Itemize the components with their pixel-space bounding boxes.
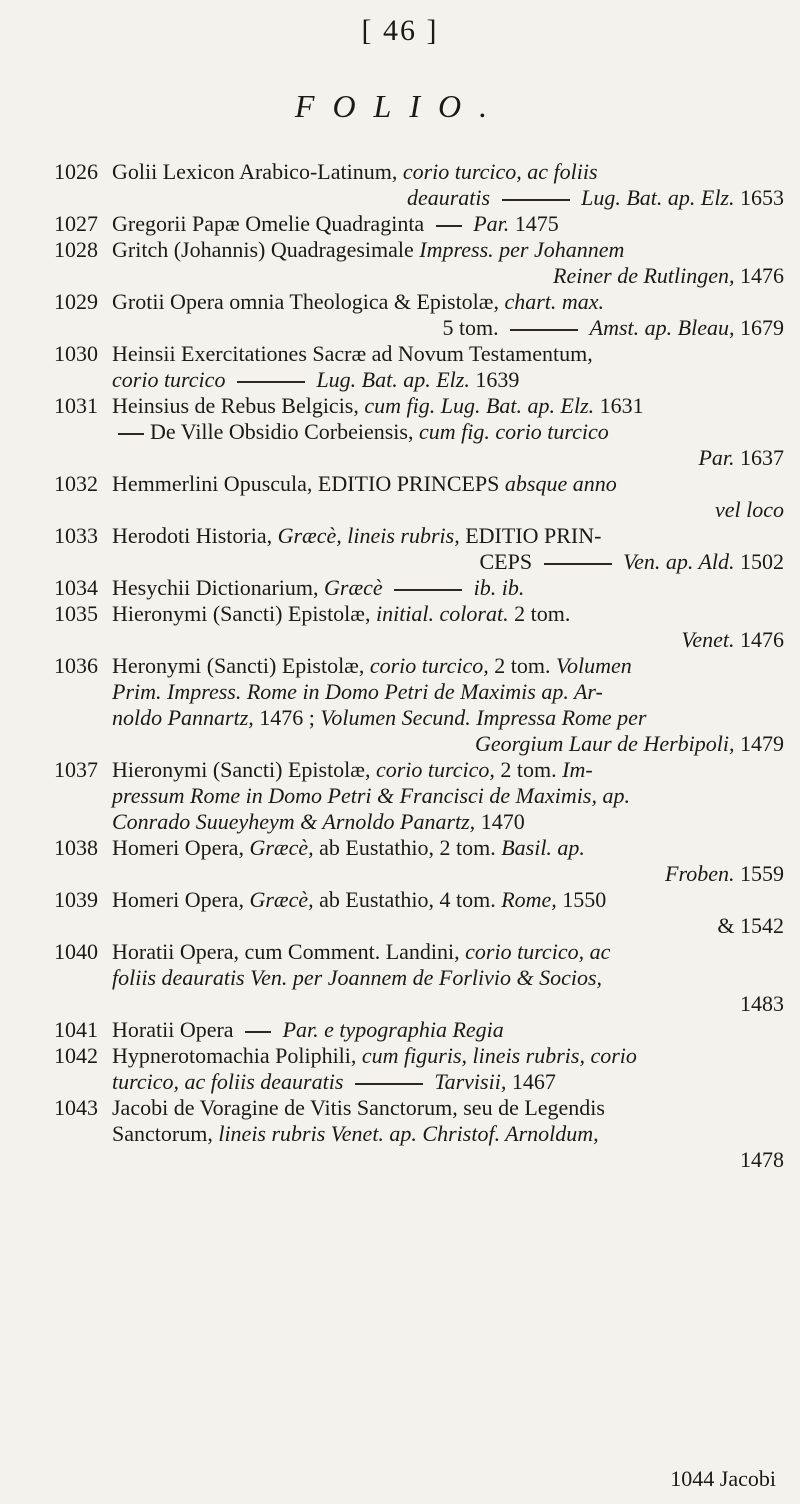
entry-number: 1043 [54, 1095, 98, 1120]
entry-number: 1032 [54, 471, 98, 496]
catalog-entry [54, 341, 784, 393]
dash-rule [394, 589, 462, 591]
entry-line: Hypnerotomachia Poliphili, cum figuris, lineis rubris, corio [112, 1043, 637, 1068]
entry-line: Hieronymi (Sancti) Epistolæ, initial. colorat. 2 tom. [112, 601, 571, 626]
entry-number: 1030 [54, 341, 98, 366]
entry-line: pressum Rome in Domo Petri & Francisci de Maximis, ap. [112, 783, 630, 808]
entry-line: Par. 1637 [698, 445, 784, 470]
catalog-entry [54, 835, 784, 887]
entry-line: 1483 [740, 991, 784, 1016]
entry-line: CEPS Ven. ap. Ald. 1502 [479, 549, 784, 574]
entry-number: 1028 [54, 237, 98, 262]
entry-number: 1036 [54, 653, 98, 678]
catalog-entry [54, 653, 784, 757]
catchword: 1044 Jacobi [670, 1466, 776, 1491]
entry-line: Homeri Opera, Græcè, ab Eustathio, 4 tom. Rome, 1550 [112, 887, 607, 912]
entry-number: 1040 [54, 939, 98, 964]
entry-line: Reiner de Rutlingen, 1476 [553, 263, 784, 288]
entry-line: Heinsii Exercitationes Sacræ ad Novum Testamentum, [112, 341, 593, 366]
entry-line: Sanctorum, lineis rubris Venet. ap. Christof. Arnoldum, [112, 1121, 599, 1146]
entry-line: De Ville Obsidio Corbeiensis, cum fig. corio turcico [112, 419, 784, 445]
catalog-entry [54, 393, 784, 471]
entry-line: noldo Pannartz, 1476 ; Volumen Secund. Impressa Rome per [112, 705, 647, 730]
entry-line: 1478 [740, 1147, 784, 1172]
entry-line: deauratis Lug. Bat. ap. Elz. 1653 [406, 185, 784, 210]
entry-line: Conrado Suueyheym & Arnoldo Panartz, 1470 [112, 809, 525, 834]
entry-number: 1029 [54, 289, 98, 314]
dash-rule [355, 1083, 423, 1085]
entry-line: Prim. Impress. Rome in Domo Petri de Maximis ap. Ar- [112, 679, 603, 704]
entry-number: 1041 [54, 1017, 98, 1042]
entry-line: Gregorii Papæ Omelie Quadraginta Par. 1475 [112, 211, 559, 236]
catalog-list [54, 159, 784, 1173]
entry-line: foliis deauratis Ven. per Joannem de Forlivio & Socios, [112, 965, 603, 990]
dash-rule [245, 1031, 271, 1033]
catalog-entry [54, 757, 784, 835]
entry-number: 1038 [54, 835, 98, 860]
entry-line: Gritch (Johannis) Quadragesimale Impress. per Johannem [112, 237, 625, 262]
entry-number: 1042 [54, 1043, 98, 1068]
entry-number: 1026 [54, 159, 98, 184]
entry-number: 1033 [54, 523, 98, 548]
entry-line: Hemmerlini Opuscula, EDITIO PRINCEPS absque anno [112, 471, 617, 496]
entry-line: Heronymi (Sancti) Epistolæ, corio turcico, 2 tom. Volumen [112, 653, 632, 678]
entry-number: 1039 [54, 887, 98, 912]
catalog-entry [54, 1043, 784, 1095]
entry-number: 1035 [54, 601, 98, 626]
catalog-entry [54, 601, 784, 653]
entry-line: Homeri Opera, Græcè, ab Eustathio, 2 tom. Basil. ap. [112, 835, 585, 860]
section-title: FOLIO. [294, 88, 506, 124]
entry-line: Horatii Opera, cum Comment. Landini, corio turcico, ac [112, 939, 611, 964]
dash-rule [544, 563, 612, 565]
catalog-entry [54, 575, 784, 601]
entry-line: Hesychii Dictionarium, Græcè ib. ib. [112, 575, 525, 600]
entry-line: Jacobi de Voragine de Vitis Sanctorum, seu de Legendis [112, 1095, 605, 1120]
catalog-entry [54, 523, 784, 575]
entry-number: 1031 [54, 393, 98, 418]
dash-rule [118, 433, 144, 435]
catalog-entry [54, 887, 784, 939]
dash-rule [502, 199, 570, 201]
entry-line: turcico, ac foliis deauratis Tarvisii, 1467 [112, 1069, 556, 1094]
entry-line: Grotii Opera omnia Theologica & Epistolæ, chart. max. [112, 289, 605, 314]
catalog-entry [54, 1095, 784, 1173]
entry-number: 1037 [54, 757, 98, 782]
catalog-entry [54, 1017, 784, 1043]
dash-rule [510, 329, 578, 331]
entry-line: Froben. 1559 [665, 861, 784, 886]
entry-line: Golii Lexicon Arabico-Latinum, corio turcico, ac foliis [112, 159, 598, 184]
catalog-entry [54, 289, 784, 341]
entry-number: 1027 [54, 211, 98, 236]
entry-line: Georgium Laur de Herbipoli, 1479 [474, 731, 784, 756]
entry-line: & 1542 [717, 913, 784, 938]
catalog-entry [54, 471, 784, 523]
entry-line: Venet. 1476 [681, 627, 784, 652]
entry-line: corio turcico Lug. Bat. ap. Elz. 1639 [112, 367, 520, 392]
dash-rule [436, 225, 462, 227]
entry-line: Heinsius de Rebus Belgicis, cum fig. Lug. Bat. ap. Elz. 1631 [112, 393, 644, 418]
catalog-entry [54, 939, 784, 1017]
page-number: [ 46 ] [361, 14, 439, 47]
entry-line: vel loco [714, 497, 784, 522]
catalog-entry [54, 237, 784, 289]
entry-number: 1034 [54, 575, 98, 600]
entry-line: Hieronymi (Sancti) Epistolæ, corio turcico, 2 tom. Im- [112, 757, 593, 782]
entry-line: Horatii Opera Par. e typographia Regia [112, 1017, 504, 1042]
entry-line: Herodoti Historia, Græcè, lineis rubris, EDITIO PRIN- [112, 523, 602, 548]
catalog-entry [54, 211, 784, 237]
dash-rule [237, 381, 305, 383]
catalog-entry [54, 159, 784, 211]
entry-line: 5 tom. Amst. ap. Bleau, 1679 [442, 315, 784, 340]
